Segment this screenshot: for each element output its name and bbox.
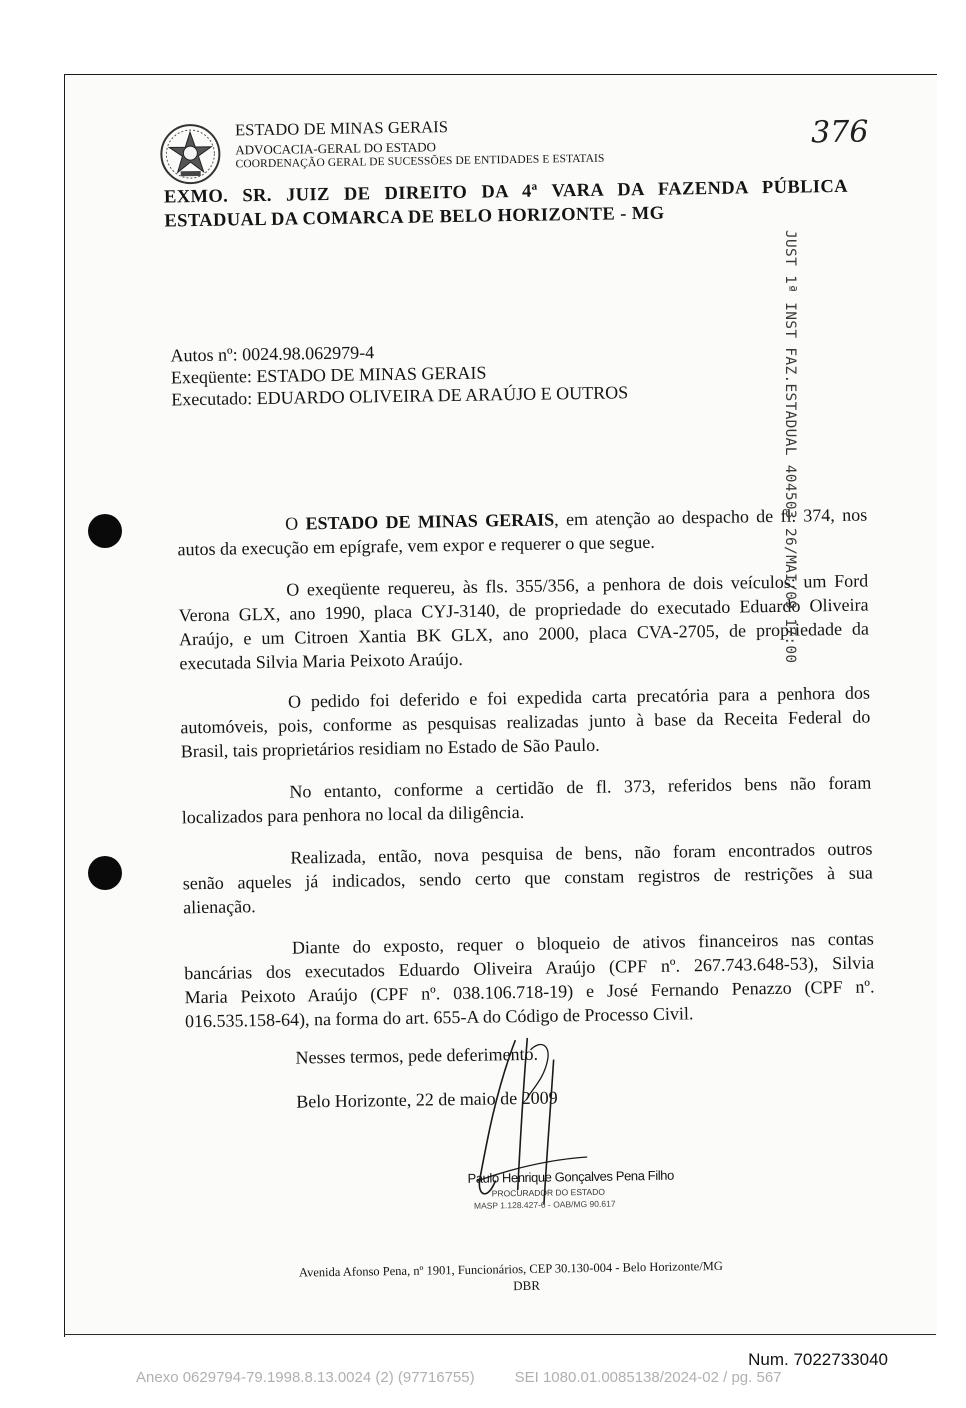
case-exequente: Exeqüente: ESTADO DE MINAS GERAIS	[170, 362, 487, 388]
anexo-reference: Anexo 0629794-79.1998.8.13.0024 (2) (97716755)	[136, 1369, 475, 1386]
paragraph-intro-line-2: autos da execução em epígrafe, vem expor e requerer o que segue.	[177, 531, 655, 560]
addressee-heading-line-1: EXMO. SR. JUIZ DE DIREITO DA 4ª VARA DA FAZENDA PÚBLICA	[163, 176, 849, 208]
letterhead-state: ESTADO DE MINAS GERAIS	[234, 117, 449, 140]
letterhead-coordination: COORDENAÇÃO GERAL DE SUCESSÕES DE ENTIDADES E ESTATAIS	[235, 152, 605, 171]
sei-footer	[136, 1369, 782, 1386]
folio-number: 376	[810, 114, 869, 151]
paragraph-line: Diante do exposto, requer o bloqueio de ativos financeiros nas contas	[291, 928, 874, 958]
intro-party-name: ESTADO DE MINAS GERAIS	[305, 509, 555, 534]
intro-rest: , em atenção ao despacho de fl. 374, nos	[554, 504, 868, 530]
closing-request: Nesses termos, pede deferimento.	[295, 1043, 539, 1068]
paragraph-line: Maria Peixoto Araújo (CPF nº. 038.106.718-19) e José Fernando Penazzo (CPF nº.	[184, 976, 875, 1008]
intro-prefix: O	[285, 513, 306, 534]
sei-reference: SEI 1080.01.0085138/2024-02 / pg. 567	[514, 1369, 782, 1386]
coat-of-arms-seal-icon	[159, 123, 222, 186]
paragraph-line: executada Silvia Maria Peixoto Araújo.	[179, 648, 463, 674]
paragraph-line: Brasil, tais proprietários residiam no Estado de São Paulo.	[180, 734, 600, 762]
paragraph-line: Realizada, então, nova pesquisa de bens, não foram encontrados outros	[290, 838, 873, 868]
paragraph-line: senão aqueles já indicados, sendo certo que constam registros de restrições à sua	[182, 862, 873, 894]
letterhead-agency: ADVOCACIA-GERAL DO ESTADO	[235, 139, 437, 158]
document-num-id: Num. 7022733040	[748, 1350, 888, 1369]
footer-address: Avenida Afonso Pena, nº 1901, Funcionários, CEP 30.130-004 - Belo Horizonte/MG	[298, 1258, 723, 1280]
paragraph-petition	[184, 926, 875, 1033]
paragraph-line: alienação.	[183, 896, 256, 918]
paragraph-request	[178, 569, 869, 676]
paragraph-line: bancárias dos executados Eduardo Oliveira Araújo (CPF nº. 267.743.648-53), Silvia	[184, 952, 875, 984]
paragraph-line: O exeqüente requereu, às fls. 355/356, a penhora de dois veículos: um Ford	[286, 570, 869, 600]
paragraph-line: automóveis, pois, conforme as pesquisas realizadas junto à base da Receita Federal do	[180, 706, 871, 738]
paragraph-line: 016.535.158-64), na forma do art. 655-A do Código de Processo Civil.	[184, 1003, 694, 1032]
protocol-stamp	[782, 230, 830, 664]
closing-date: Belo Horizonte, 22 de maio de 2009	[296, 1087, 558, 1112]
paragraph-line: Verona GLX, ano 1990, placa CYJ-3140, de propriedade do executado Eduardo Oliveira	[178, 594, 869, 626]
case-executado: Executado: EDUARDO OLIVEIRA DE ARAÚJO E OUTROS	[171, 382, 629, 410]
paragraph-certificate	[181, 770, 872, 829]
paragraph-intro	[177, 503, 868, 562]
footer-initials: DBR	[513, 1277, 541, 1294]
paragraph-line: O pedido foi deferido e foi expedida carta precatória para a penhora dos	[287, 682, 871, 712]
signatory-name: Paulo Henrique Gonçalves Pena Filho	[467, 1167, 675, 1186]
paragraph-search	[182, 836, 873, 919]
protocol-stamp-text: JUST 1ª INST FAZ.ESTADUAL 404503 26/MAI/09 17:00	[782, 230, 798, 664]
paragraph-line: No entanto, conforme a certidão de fl. 373, referidos bens não foram	[289, 772, 872, 802]
paragraph-line: localizados para penhora no local da diligência.	[181, 801, 525, 828]
signatory-registration: MASP 1.128.427-6 - OAB/MG 90.617	[473, 1198, 616, 1211]
signatory-title: PROCURADOR DO ESTADO	[491, 1186, 606, 1199]
case-number: Autos nº: 0024.98.062979-4	[170, 342, 375, 366]
paragraph-line: Araújo, e um Citroen Xantia BK GLX, ano 2000, placa CVA-2705, de propriedade da	[178, 618, 870, 650]
addressee-heading-line-2: ESTADUAL DA COMARCA DE BELO HORIZONTE - MG	[164, 203, 665, 232]
paragraph-granted	[180, 681, 871, 764]
